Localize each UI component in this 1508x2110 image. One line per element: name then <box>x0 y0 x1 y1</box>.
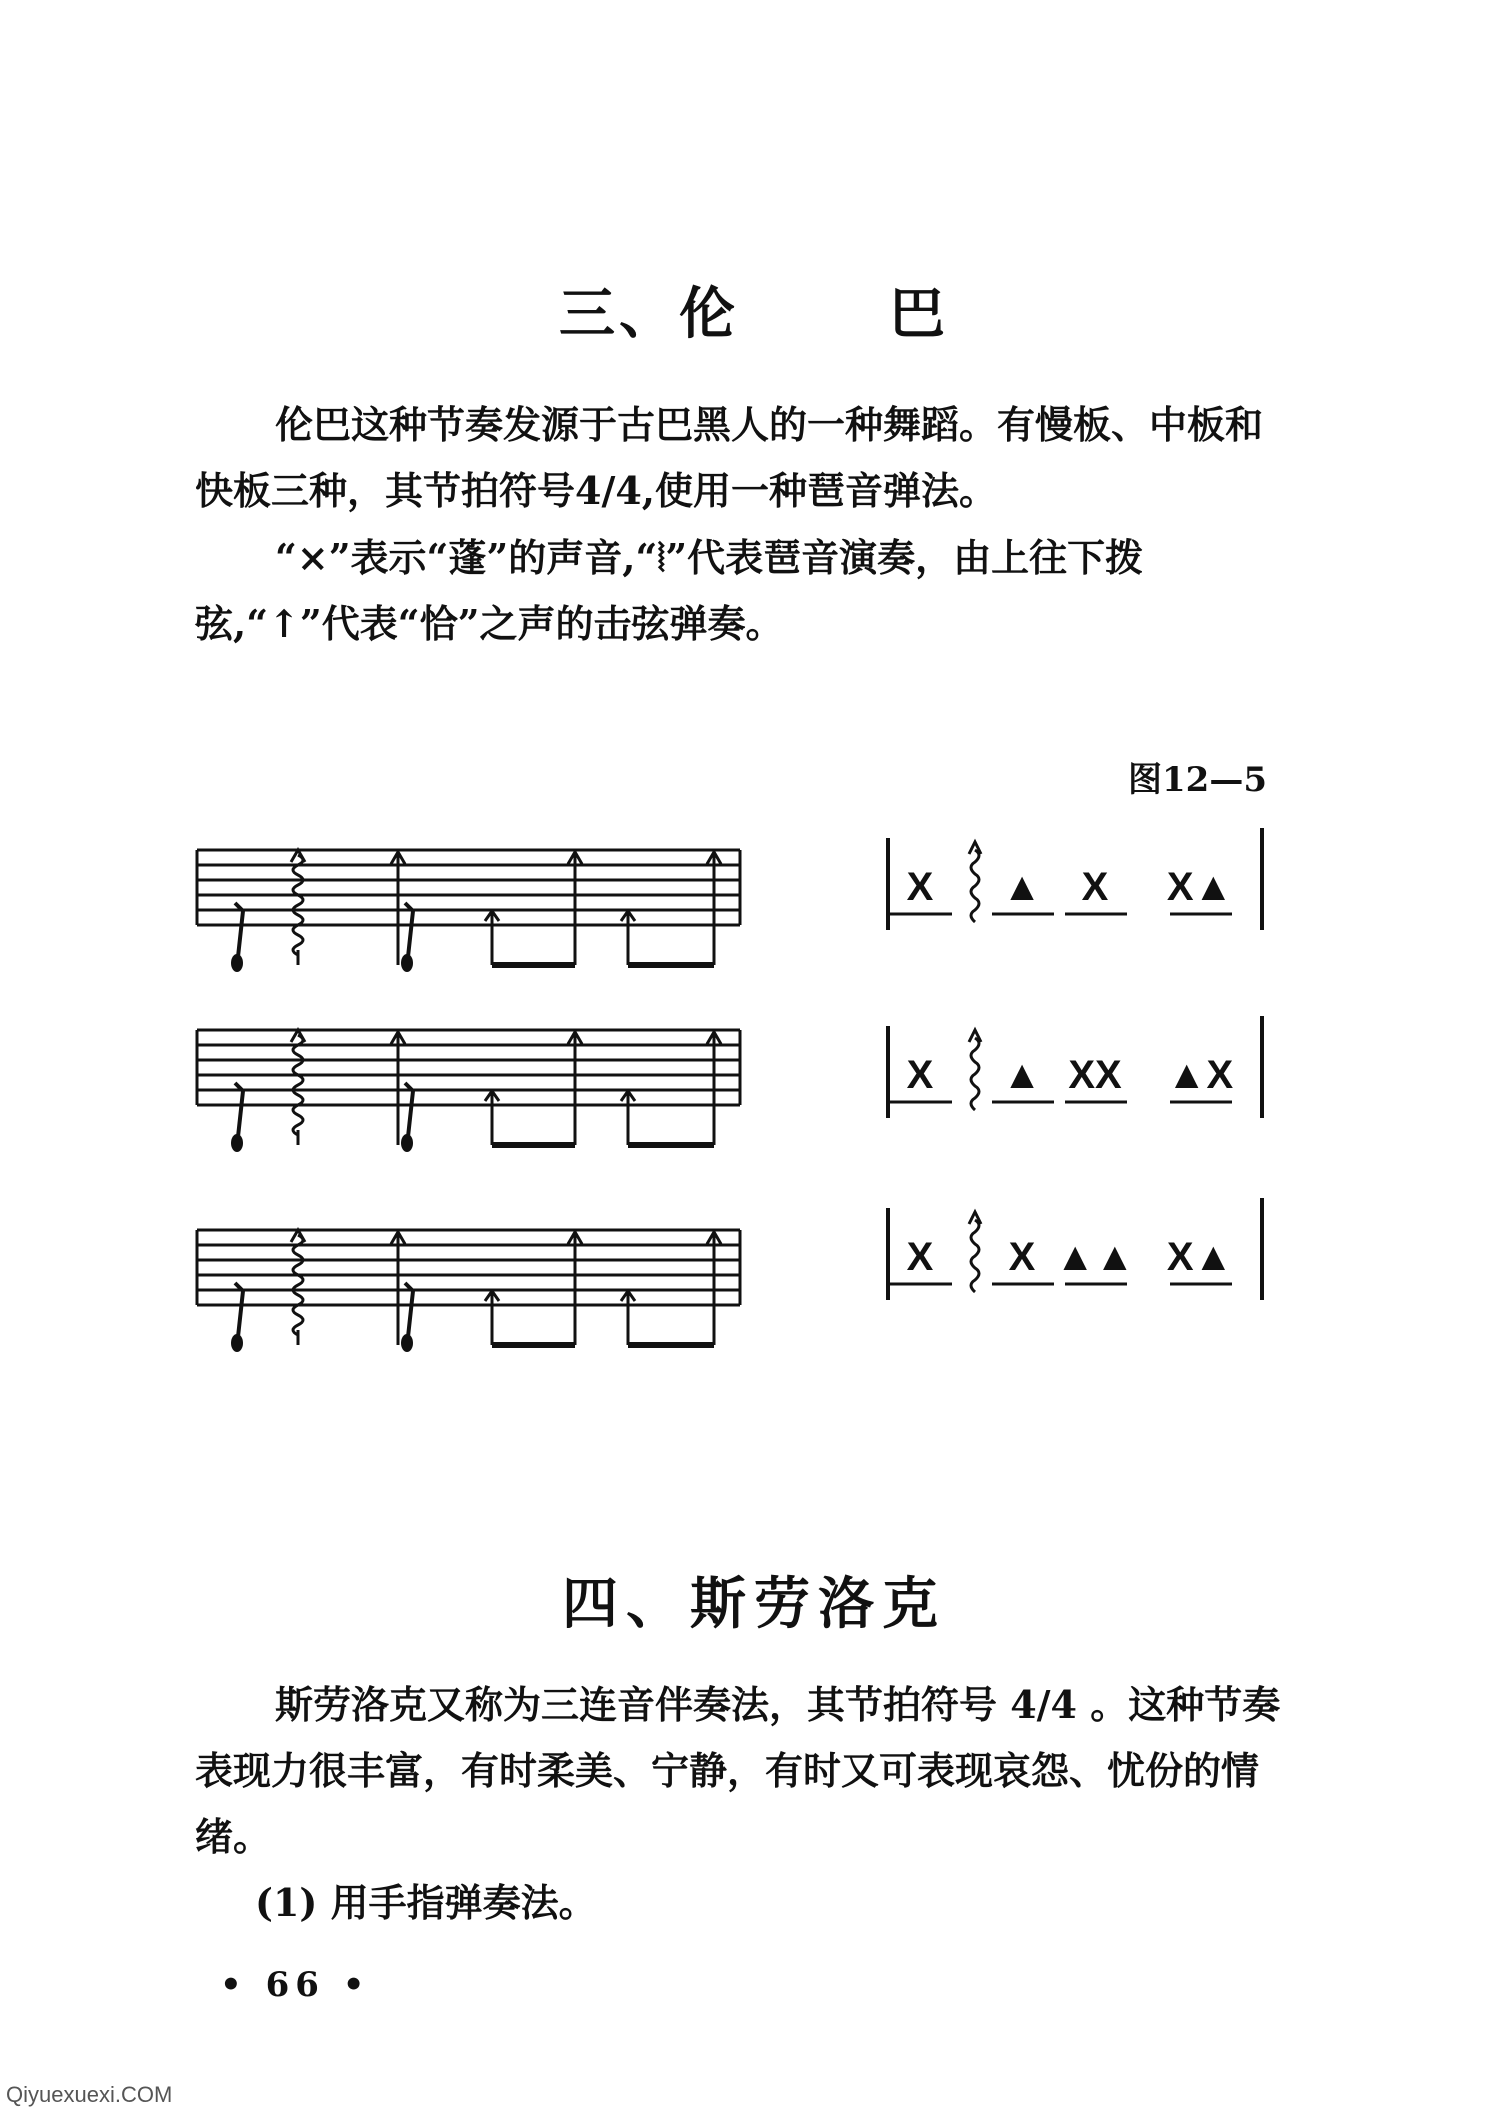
page-number: • 66 • <box>220 1965 371 2005</box>
arrow-up-icon <box>969 1030 981 1042</box>
rhythm-token: X <box>906 865 934 909</box>
finger-method-item: (1) 用手指弹奏法。 <box>255 1880 597 1925</box>
watermark: Qiyuexuexi.COM <box>6 2082 173 2107</box>
arpeggio-symbol <box>971 850 979 922</box>
section-title-slow-rock: 四、斯劳洛克 <box>562 1571 946 1637</box>
rhythm-token: ▲ <box>1002 1053 1042 1097</box>
rhythm-token: ▲ <box>1002 865 1042 909</box>
rhythm-token: X <box>906 1053 934 1097</box>
slow-rock-paragraph <box>195 1672 1285 1870</box>
rhythm-token: X <box>906 1235 934 1279</box>
arpeggio-symbol <box>971 1038 979 1110</box>
rhythm-token: X <box>1081 865 1109 909</box>
note-head <box>231 1134 243 1152</box>
note-head <box>401 1334 413 1352</box>
rhythm-notation <box>888 828 1262 1300</box>
rumba-paragraph-1-text: 伦巴这种节奏发源于古巴黑人的一种舞蹈。有慢板、中板和快板三种，其节拍符号4/4,使用一种琶音弹法。 <box>195 402 1264 513</box>
arrow-up-icon <box>969 842 981 854</box>
arrow-up-icon <box>969 1212 981 1224</box>
rhythm-token: ▲X <box>1166 1053 1234 1097</box>
rhythm-row <box>888 1198 1262 1300</box>
rhythm-token: X▲ <box>1166 865 1234 909</box>
note-head <box>401 954 413 972</box>
slow-rock-paragraph-text: 斯劳洛克又称为三连音伴奏法，其节拍符号 4/4 。这种节奏表现力很丰富，有时柔美、宁静，有时又可表现哀怨、忧份的情绪。 <box>195 1682 1281 1859</box>
rhythm-token: X▲ <box>1166 1235 1234 1279</box>
rhythm-token: X <box>1008 1235 1036 1279</box>
tab-staff <box>197 1030 740 1152</box>
note-head <box>231 1334 243 1352</box>
section-title-rumba-part2: 巴 <box>889 281 949 347</box>
rhythm-row <box>888 1016 1262 1118</box>
tab-staves <box>197 850 740 1352</box>
rhythm-token: ▲▲ <box>1055 1235 1135 1279</box>
rhythm-row <box>888 828 1262 930</box>
rhythm-token: XX <box>1068 1053 1122 1097</box>
tab-staff <box>197 850 740 972</box>
arpeggio-symbol <box>971 1220 979 1292</box>
arpeggio-symbol <box>293 1235 303 1335</box>
section-title-rumba-part1: 三、伦 <box>559 281 739 347</box>
figure-label: 图12—5 <box>1128 760 1267 800</box>
arpeggio-symbol <box>293 855 303 955</box>
note-head <box>401 1134 413 1152</box>
tab-staff <box>197 1230 740 1352</box>
rumba-paragraph-2-text: “×”表示“蓬”的声音,“⦚”代表琶音演奏，由上往下拨弦,“↑”代表“恰”之声的击弦弹奏。 <box>195 535 1144 646</box>
note-head <box>231 954 243 972</box>
arpeggio-symbol <box>293 1035 303 1135</box>
